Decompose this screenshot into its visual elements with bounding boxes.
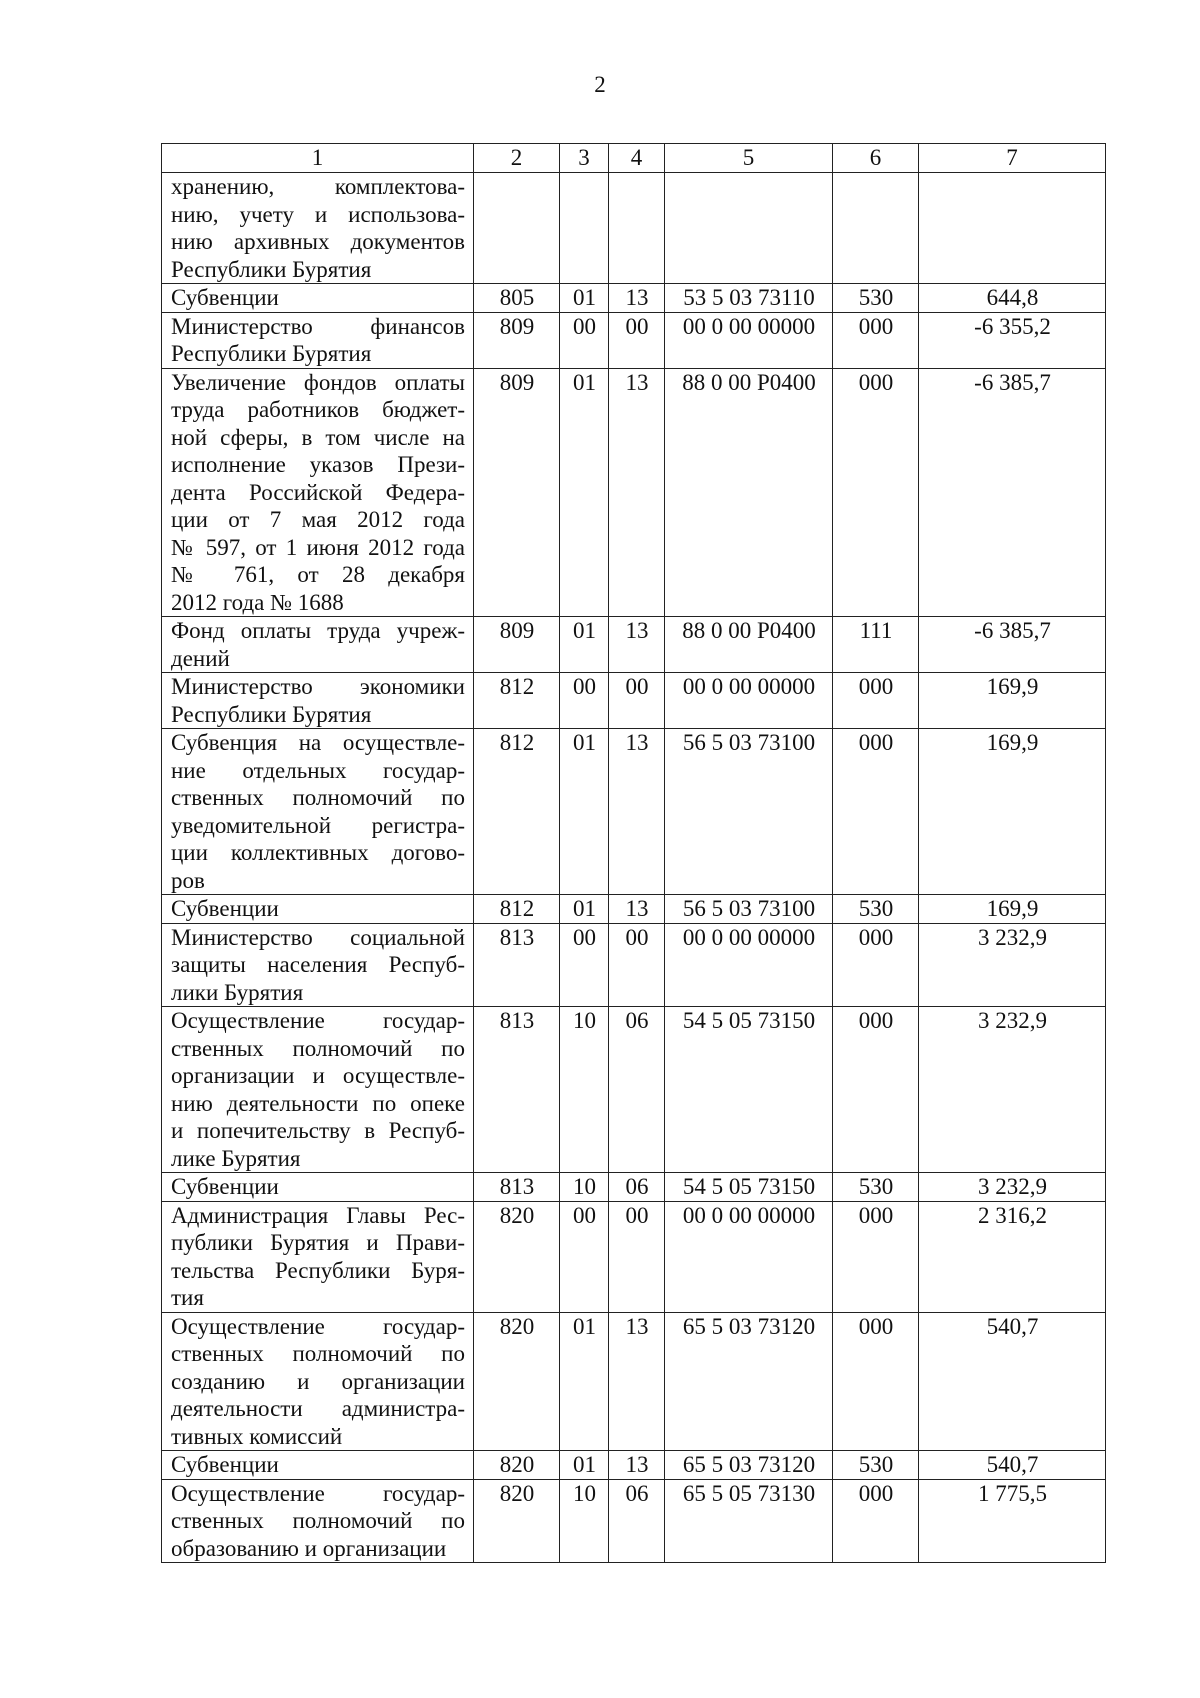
row-admin-code-cell: 813 [474, 1173, 560, 1202]
cell-text-line: организации и осуществле- [171, 1063, 465, 1088]
row-target-item-cell: 00 0 00 00000 [665, 1201, 833, 1312]
cell-text-line: исполнение указов Прези- [171, 452, 465, 477]
table-body [162, 173, 1106, 1563]
row-target-item-cell: 00 0 00 00000 [665, 312, 833, 368]
cell-text-line: Осуществление государ- [171, 1313, 465, 1339]
row-amount-cell: 169,9 [919, 895, 1106, 924]
table-row [162, 173, 1106, 284]
row-amount-cell: 644,8 [919, 284, 1106, 313]
table-row [162, 1451, 1106, 1480]
column-header: 4 [609, 144, 665, 173]
cell-text-line: созданию и организации [171, 1368, 465, 1394]
row-expense-type-cell: 530 [833, 1451, 919, 1480]
row-target-item-cell: 53 5 03 73110 [665, 284, 833, 313]
row-admin-code-cell: 813 [474, 923, 560, 1007]
table-row [162, 1007, 1106, 1173]
cell-text-line: Министерство финансов [171, 313, 465, 339]
row-name-cell [162, 1201, 474, 1312]
row-amount-cell: 3 232,9 [919, 1173, 1106, 1202]
row-admin-code-cell: 820 [474, 1451, 560, 1480]
table-row [162, 729, 1106, 895]
row-section-cell: 00 [560, 312, 609, 368]
row-target-item-cell: 00 0 00 00000 [665, 923, 833, 1007]
column-header: 7 [919, 144, 1106, 173]
row-admin-code-cell: 812 [474, 673, 560, 729]
row-expense-type-cell: 000 [833, 1312, 919, 1451]
row-name-cell [162, 673, 474, 729]
row-target-item-cell: 56 5 03 73100 [665, 895, 833, 924]
cell-text-line: Субвенции [171, 896, 279, 921]
cell-text-line: хранению, комплектова- [171, 174, 465, 199]
cell-text-line: Осуществление государ- [171, 1480, 465, 1506]
row-name-cell [162, 312, 474, 368]
row-target-item-cell: 65 5 03 73120 [665, 1312, 833, 1451]
row-section-cell: 01 [560, 617, 609, 673]
row-amount-cell: 2 316,2 [919, 1201, 1106, 1312]
row-expense-type-cell: 530 [833, 284, 919, 313]
row-name-cell [162, 729, 474, 895]
cell-text-line: Администрация Главы Рес- [171, 1202, 465, 1228]
row-section-cell: 01 [560, 1451, 609, 1480]
row-name-cell [162, 895, 474, 924]
budget-table [161, 143, 1106, 1563]
row-target-item-cell: 88 0 00 P0400 [665, 368, 833, 617]
row-subsection-cell: 13 [609, 284, 665, 313]
row-section-cell: 01 [560, 895, 609, 924]
row-admin-code-cell: 820 [474, 1479, 560, 1563]
table-row [162, 1479, 1106, 1563]
row-amount-cell: 3 232,9 [919, 923, 1106, 1007]
row-subsection-cell: 13 [609, 729, 665, 895]
row-expense-type-cell: 000 [833, 673, 919, 729]
row-amount-cell: 540,7 [919, 1451, 1106, 1480]
row-section-cell: 01 [560, 729, 609, 895]
cell-text-line: тивных комиссий [171, 1423, 343, 1449]
column-header: 3 [560, 144, 609, 173]
row-section-cell: 00 [560, 1201, 609, 1312]
cell-text-line: тельства Республики Буря- [171, 1257, 465, 1283]
cell-text-line: защиты населения Респуб- [171, 952, 465, 977]
cell-text-line: и попечительству в Респуб- [171, 1118, 465, 1143]
cell-text-line: ции коллективных догово- [171, 840, 465, 865]
row-section-cell: 10 [560, 1007, 609, 1173]
row-expense-type-cell: 530 [833, 895, 919, 924]
cell-text-line: Субвенция на осуществле- [171, 730, 465, 755]
row-target-item-cell: 54 5 05 73150 [665, 1173, 833, 1202]
table-row [162, 368, 1106, 617]
cell-text-line: дента Российской Федера- [171, 479, 465, 505]
row-section-cell: 00 [560, 923, 609, 1007]
row-expense-type-cell: 000 [833, 312, 919, 368]
cell-text-line: Субвенции [171, 1452, 279, 1477]
row-amount-cell: -6 355,2 [919, 312, 1106, 368]
row-section-cell [560, 173, 609, 284]
row-admin-code-cell: 805 [474, 284, 560, 313]
row-name-cell [162, 1479, 474, 1563]
table-row [162, 673, 1106, 729]
cell-text-line: Увеличение фондов оплаты [171, 369, 465, 395]
cell-text-line: тия [171, 1285, 204, 1310]
row-subsection-cell: 00 [609, 312, 665, 368]
row-subsection-cell: 00 [609, 923, 665, 1007]
table-row [162, 895, 1106, 924]
row-subsection-cell: 00 [609, 673, 665, 729]
cell-text-line: уведомительной регистра- [171, 812, 465, 838]
row-admin-code-cell: 820 [474, 1312, 560, 1451]
cell-text-line: ственных полномочий по [171, 1508, 465, 1533]
table-row [162, 1201, 1106, 1312]
cell-text-line: Министерство экономики [171, 674, 465, 699]
cell-text-line: Субвенции [171, 285, 279, 310]
cell-text-line: ственных полномочий по [171, 785, 465, 810]
cell-text-line: ственных полномочий по [171, 1035, 465, 1061]
cell-text-line: Республики Бурятия [171, 341, 372, 366]
column-header: 5 [665, 144, 833, 173]
row-target-item-cell: 00 0 00 00000 [665, 673, 833, 729]
cell-text-line: Республики Бурятия [171, 701, 372, 727]
page-number: 2 [594, 72, 606, 97]
column-header: 2 [474, 144, 560, 173]
cell-text-line: 2012 года № 1688 [171, 589, 344, 615]
row-section-cell: 10 [560, 1479, 609, 1563]
row-section-cell: 00 [560, 673, 609, 729]
cell-text-line: деятельности администра- [171, 1396, 465, 1421]
row-admin-code-cell: 809 [474, 368, 560, 617]
row-expense-type-cell: 000 [833, 1479, 919, 1563]
row-name-cell [162, 923, 474, 1007]
cell-text-line: ние отдельных государ- [171, 757, 465, 783]
row-subsection-cell: 13 [609, 1451, 665, 1480]
row-expense-type-cell: 000 [833, 923, 919, 1007]
cell-text-line: труда работников бюджет- [171, 397, 465, 422]
row-expense-type-cell: 000 [833, 729, 919, 895]
row-amount-cell: 3 232,9 [919, 1007, 1106, 1173]
cell-text-line: лики Бурятия [171, 979, 304, 1005]
table-row [162, 923, 1106, 1007]
row-name-cell [162, 1173, 474, 1202]
row-admin-code-cell: 813 [474, 1007, 560, 1173]
row-name-cell [162, 1007, 474, 1173]
row-amount-cell [919, 173, 1106, 284]
cell-text-line: нию деятельности по опеке [171, 1090, 465, 1116]
row-expense-type-cell: 000 [833, 1201, 919, 1312]
row-admin-code-cell: 812 [474, 729, 560, 895]
row-admin-code-cell: 809 [474, 312, 560, 368]
row-target-item-cell: 54 5 05 73150 [665, 1007, 833, 1173]
row-target-item-cell [665, 173, 833, 284]
row-amount-cell: 169,9 [919, 729, 1106, 895]
row-amount-cell: 169,9 [919, 673, 1106, 729]
cell-text-line: ной сферы, в том числе на [171, 424, 465, 450]
row-subsection-cell: 06 [609, 1479, 665, 1563]
cell-text-line: нию архивных документов [171, 229, 465, 254]
row-expense-type-cell: 000 [833, 1007, 919, 1173]
row-amount-cell: -6 385,7 [919, 617, 1106, 673]
row-subsection-cell: 13 [609, 617, 665, 673]
cell-text-line: № 597, от 1 июня 2012 года [171, 534, 465, 560]
cell-text-line: Осуществление государ- [171, 1008, 465, 1033]
column-header: 6 [833, 144, 919, 173]
row-target-item-cell: 65 5 03 73120 [665, 1451, 833, 1480]
row-subsection-cell: 00 [609, 1201, 665, 1312]
table-row [162, 284, 1106, 313]
row-name-cell [162, 173, 474, 284]
row-subsection-cell: 13 [609, 1312, 665, 1451]
row-section-cell: 10 [560, 1173, 609, 1202]
cell-text-line: ственных полномочий по [171, 1341, 465, 1366]
row-target-item-cell: 56 5 03 73100 [665, 729, 833, 895]
table-row [162, 1312, 1106, 1451]
row-name-cell [162, 284, 474, 313]
row-expense-type-cell: 000 [833, 368, 919, 617]
row-expense-type-cell: 111 [833, 617, 919, 673]
cell-text-line: Фонд оплаты труда учреж- [171, 618, 465, 643]
row-expense-type-cell: 530 [833, 1173, 919, 1202]
row-name-cell [162, 368, 474, 617]
table-row [162, 1173, 1106, 1202]
cell-text-line: ров [171, 867, 205, 893]
cell-text-line: Субвенции [171, 1174, 279, 1199]
cell-text-line: № 761, от 28 декабря [171, 562, 465, 587]
row-amount-cell: 540,7 [919, 1312, 1106, 1451]
row-expense-type-cell [833, 173, 919, 284]
column-header: 1 [162, 144, 474, 173]
row-target-item-cell: 65 5 05 73130 [665, 1479, 833, 1563]
row-subsection-cell: 13 [609, 895, 665, 924]
cell-text-line: Республики Бурятия [171, 256, 372, 282]
row-amount-cell: 1 775,5 [919, 1479, 1106, 1563]
row-subsection-cell [609, 173, 665, 284]
row-name-cell [162, 617, 474, 673]
row-admin-code-cell: 809 [474, 617, 560, 673]
cell-text-line: Министерство социальной [171, 924, 465, 950]
row-amount-cell: -6 385,7 [919, 368, 1106, 617]
row-section-cell: 01 [560, 368, 609, 617]
row-name-cell [162, 1451, 474, 1480]
table-row [162, 312, 1106, 368]
table-row [162, 617, 1106, 673]
cell-text-line: нию, учету и использова- [171, 201, 465, 227]
row-name-cell [162, 1312, 474, 1451]
row-admin-code-cell [474, 173, 560, 284]
cell-text-line: публики Бурятия и Прави- [171, 1230, 465, 1255]
row-section-cell: 01 [560, 1312, 609, 1451]
row-target-item-cell: 88 0 00 P0400 [665, 617, 833, 673]
cell-text-line: ции от 7 мая 2012 года [171, 507, 465, 532]
row-subsection-cell: 06 [609, 1173, 665, 1202]
row-section-cell: 01 [560, 284, 609, 313]
row-admin-code-cell: 820 [474, 1201, 560, 1312]
table-header-row [162, 144, 1106, 173]
row-subsection-cell: 06 [609, 1007, 665, 1173]
cell-text-line: лике Бурятия [171, 1145, 301, 1171]
cell-text-line: дений [171, 645, 230, 671]
row-admin-code-cell: 812 [474, 895, 560, 924]
row-subsection-cell: 13 [609, 368, 665, 617]
cell-text-line: образованию и организации [171, 1535, 447, 1561]
